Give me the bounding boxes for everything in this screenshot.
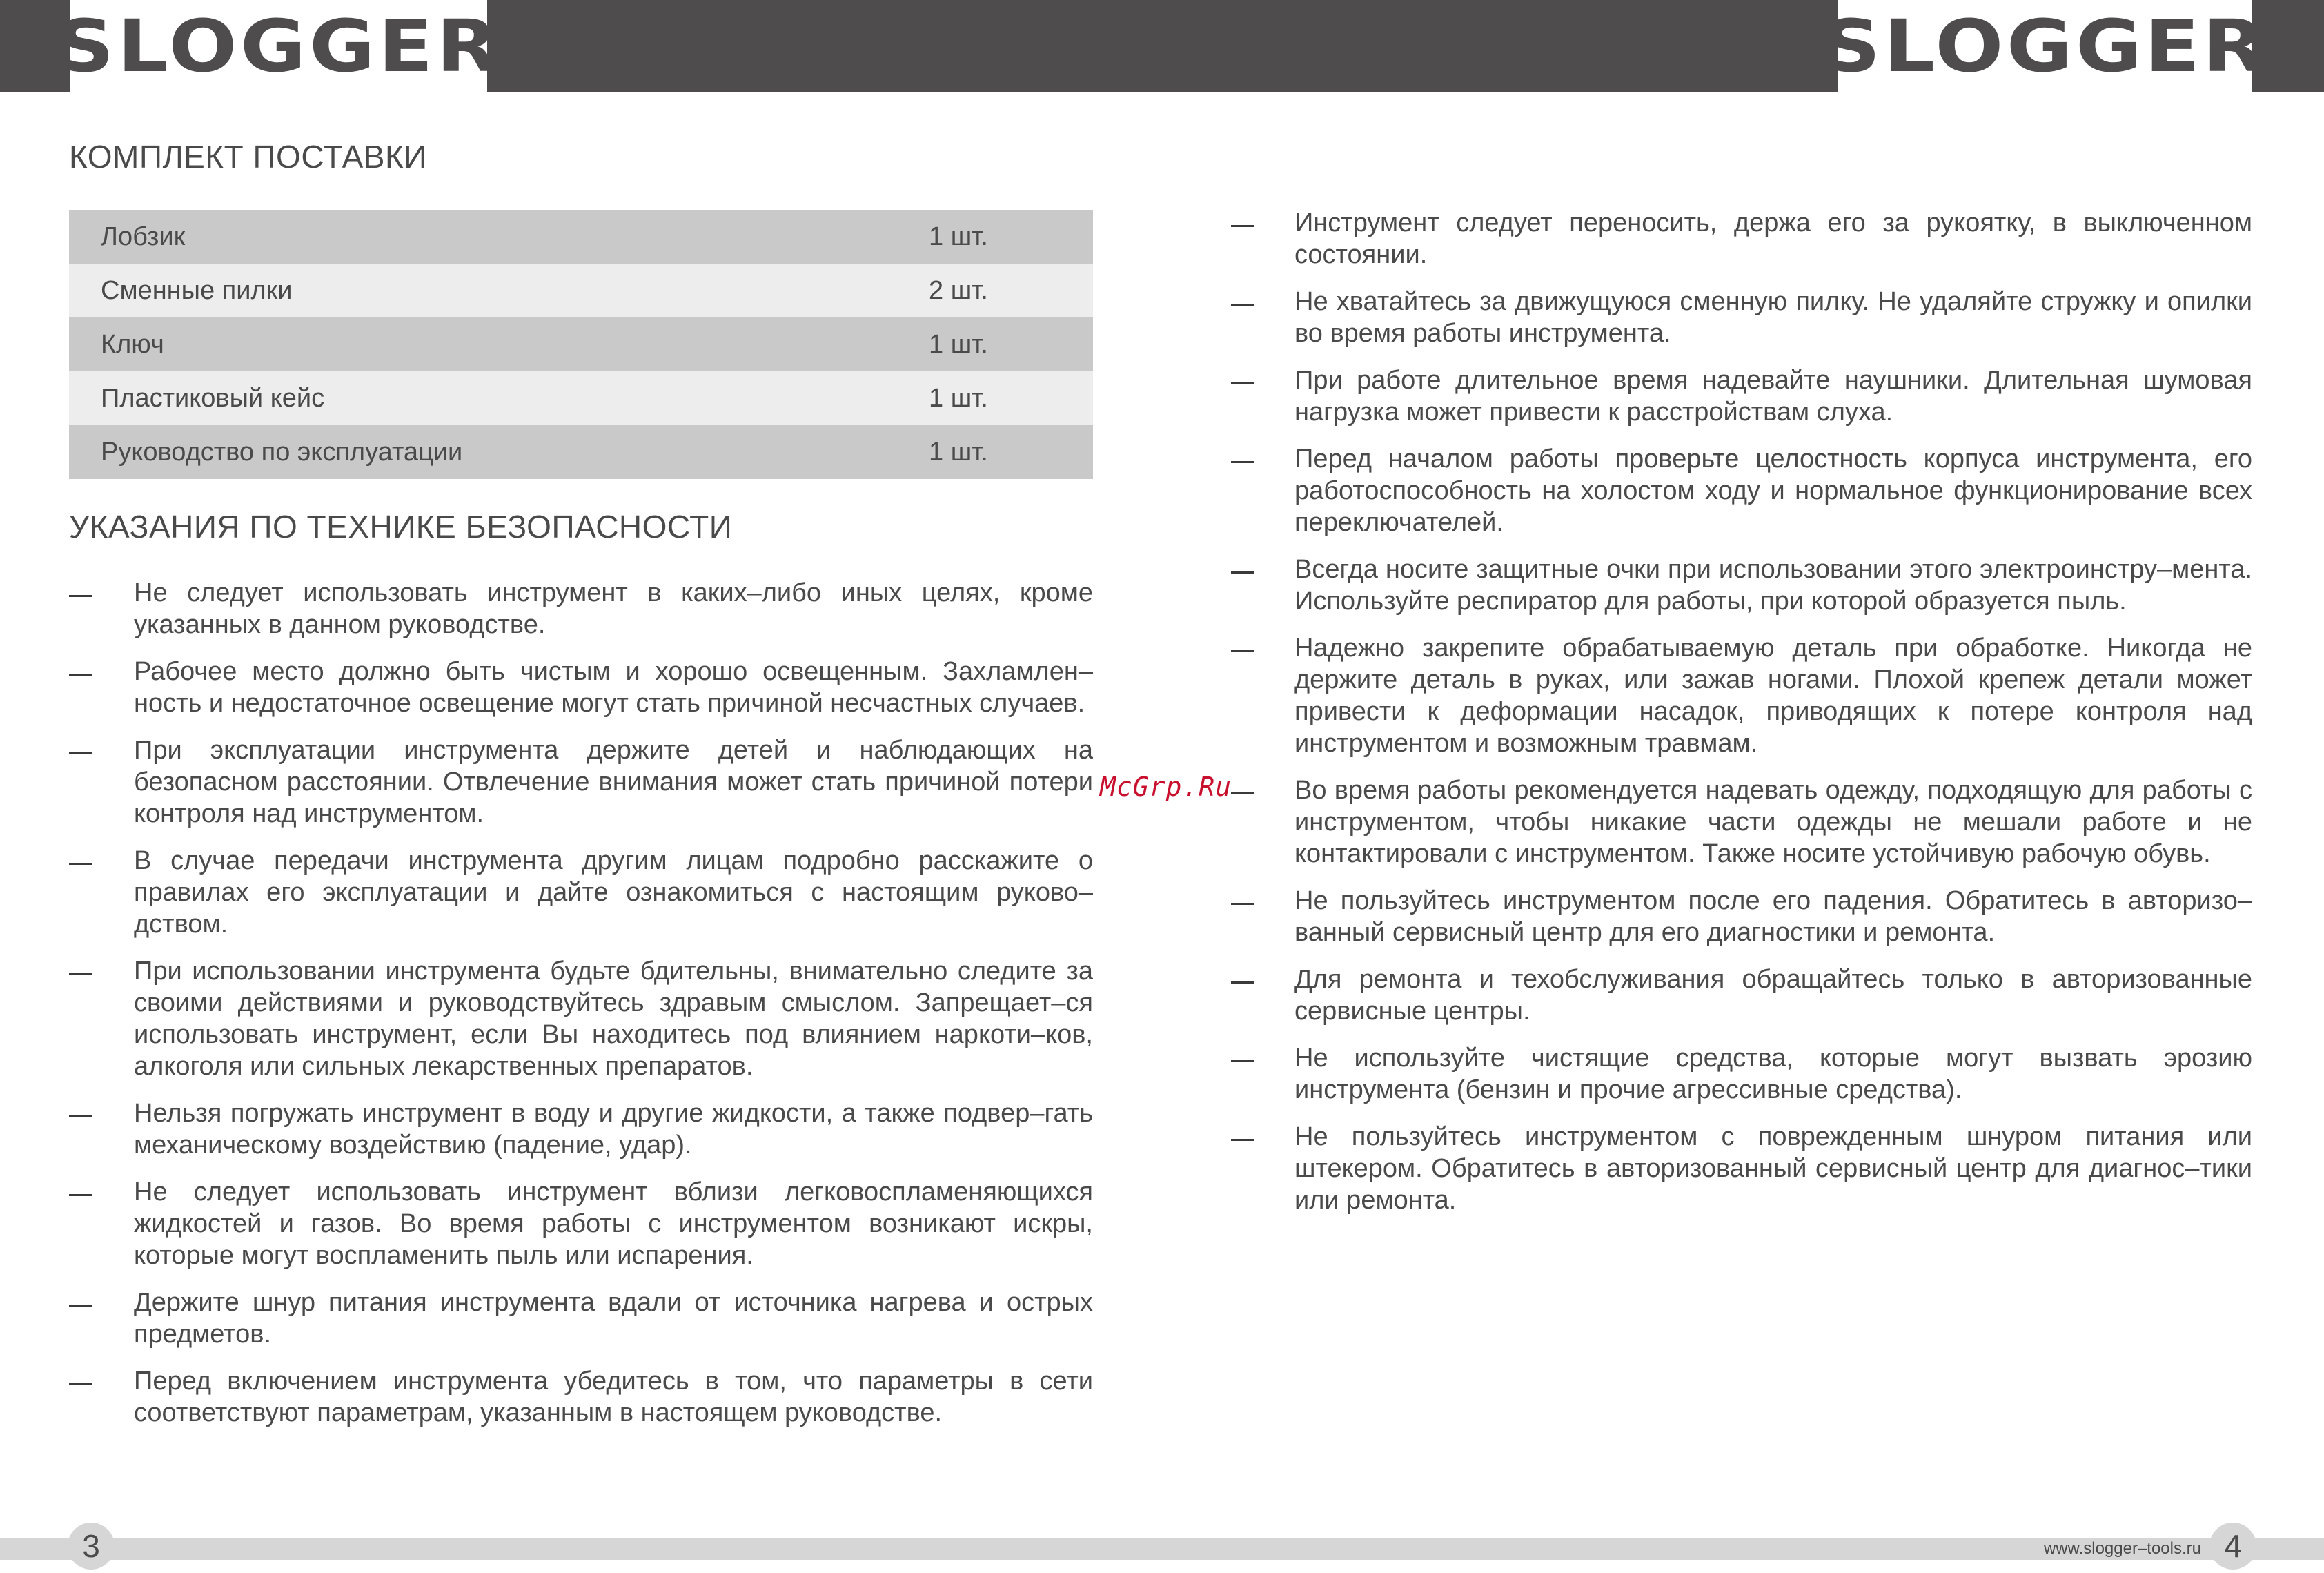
brand-logo-right	[1822, 0, 2268, 92]
kit-item-name: Лобзик	[101, 222, 186, 251]
safety-item	[1231, 774, 2252, 870]
footer-bar	[0, 1538, 2324, 1560]
safety-item	[1231, 964, 2252, 1027]
kit-row	[69, 371, 1093, 425]
kit-item-name: Ключ	[101, 329, 164, 359]
safety-item	[1231, 1121, 2252, 1216]
kit-item-qty: 1 шт.	[929, 222, 988, 251]
safety-item-text: Не следует использовать инструмент в каких–либо иных целях, кроме указанных в данном руководстве.	[134, 578, 1093, 639]
safety-list-right	[1231, 207, 2252, 1216]
safety-item-text: При эксплуатации инструмента держите детей и наблюдающих на безопасном расстоянии. Отвлечение внимания может стать причиной потери контроля над инструментом.	[134, 736, 1093, 828]
safety-item	[1231, 885, 2252, 948]
safety-item	[69, 955, 1093, 1082]
safety-item	[69, 845, 1093, 940]
right-column	[1231, 207, 2252, 1231]
safety-item	[1231, 554, 2252, 617]
safety-item-text: При использовании инструмента будьте бдительны, внимательно следите за своими действиями и руководствуйтесь здравым смыслом. Запрещает–ся использовать инструмент, если Вы находитесь под влиянием наркоти–ков, алкоголя или сильных лекарственных препаратов.	[134, 957, 1093, 1081]
safety-item-text: Не следует использовать инструмент вблизи легковоспламеняющихся жидкостей и газов. Во время работы с инструментом возникают искры, которые могут воспламенить пыль или испарения.	[134, 1178, 1093, 1270]
safety-item	[69, 1287, 1093, 1350]
safety-item-text: Для ремонта и техобслуживания обращайтесь только в авторизованные сервисные центры.	[1294, 965, 2252, 1026]
kit-row	[69, 210, 1093, 264]
brand-name-left: SLOGGER	[56, 4, 502, 88]
safety-item-text: В случае передачи инструмента другим лицам подробно расскажите о правилах его эксплуатации и дайте ознакомиться с настоящим руково–дством.	[134, 846, 1093, 939]
kit-row	[69, 264, 1093, 317]
brand-name-right: SLOGGER	[1822, 4, 2268, 88]
watermark-link[interactable]: McGrp.Ru	[1100, 772, 1232, 802]
safety-section-title: УКАЗАНИЯ ПО ТЕХНИКЕ БЕЗОПАСНОСТИ	[69, 509, 733, 545]
safety-item	[1231, 364, 2252, 428]
safety-item	[1231, 632, 2252, 759]
safety-item-text: Не пользуйтесь инструментом после его падения. Обратитесь в авторизо–ванный сервисный центр для его диагностики и ремонта.	[1294, 886, 2252, 947]
safety-item	[69, 734, 1093, 830]
safety-item-text: Не хватайтесь за движущуюся сменную пилку. Не удаляйте стружку и опилки во время работы инструмента.	[1294, 287, 2252, 348]
safety-item	[69, 1097, 1093, 1161]
kit-table	[69, 210, 1093, 479]
safety-item-text: Нельзя погружать инструмент в воду и другие жидкости, а также подвер–гать механическому воздействию (падение, удар).	[134, 1099, 1093, 1160]
kit-row	[69, 425, 1093, 479]
page-number-left: 3	[68, 1523, 115, 1570]
safety-item-text: Надежно закрепите обрабатываемую деталь при обработке. Никогда не держите деталь в руках, или зажав ногами. Плохой крепеж детали может привести к деформации насадок, приводящих к потере контроля над инструментом и возможным травмам.	[1294, 634, 2252, 758]
safety-item-text: Перед началом работы проверьте целостность корпуса инструмента, его работоспособность на холостом ходу и нормальное функционирование всех переключателей.	[1294, 444, 2252, 537]
safety-item-text: Инструмент следует переносить, держа его за рукоятку, в выключенном состоянии.	[1294, 208, 2252, 269]
safety-item	[1231, 286, 2252, 349]
website-url-link[interactable]: www.slogger–tools.ru	[2043, 1539, 2201, 1558]
brand-logo-left	[56, 0, 502, 92]
kit-item-name: Пластиковый кейс	[101, 383, 325, 413]
kit-item-qty: 1 шт.	[929, 329, 988, 359]
safety-list-left	[69, 577, 1093, 1444]
safety-item-text: Держите шнур питания инструмента вдали от источника нагрева и острых предметов.	[134, 1288, 1093, 1349]
safety-item	[1231, 1042, 2252, 1106]
kit-item-qty: 1 шт.	[929, 437, 988, 467]
safety-item-text: Всегда носите защитные очки при использовании этого электроинстру–мента. Используйте респиратор для работы, при которой образуется пыль.	[1294, 555, 2252, 616]
safety-item-text: Не пользуйтесь инструментом с поврежденным шнуром питания или штекером. Обратитесь в авторизованный сервисный центр для диагнос–тики или ремонта.	[1294, 1122, 2252, 1215]
safety-item-text: При работе длительное время надевайте наушники. Длительная шумовая нагрузка может привести к расстройствам слуха.	[1294, 366, 2252, 427]
safety-item-text: Перед включением инструмента убедитесь в том, что параметры в сети соответствуют параметрам, указанным в настоящем руководстве.	[134, 1367, 1093, 1427]
safety-item-text: Во время работы рекомендуется надевать одежду, подходящую для работы с инструментом, чтобы никакие части одежды не мешали работе и не контактировали с инструментом. Также носите устойчивую рабочую обувь.	[1294, 776, 2252, 868]
page-number-right: 4	[2209, 1523, 2256, 1570]
kit-item-qty: 1 шт.	[929, 383, 988, 413]
safety-item	[69, 577, 1093, 641]
kit-section-title: КОМПЛЕКТ ПОСТАВКИ	[69, 139, 427, 175]
safety-item-text: Рабочее место должно быть чистым и хорошо освещенным. Захламлен–ность и недостаточное освещение могут стать причиной несчастных случаев.	[134, 657, 1093, 718]
safety-item	[1231, 443, 2252, 538]
kit-item-name: Сменные пилки	[101, 275, 293, 305]
kit-item-qty: 2 шт.	[929, 275, 988, 305]
safety-item	[69, 1176, 1093, 1271]
kit-row	[69, 317, 1093, 371]
safety-item	[1231, 207, 2252, 271]
kit-item-name: Руководство по эксплуатации	[101, 437, 463, 467]
safety-item	[69, 1365, 1093, 1429]
safety-item	[69, 656, 1093, 719]
safety-item-text: Не используйте чистящие средства, которые могут вызвать эрозию инструмента (бензин и прочие агрессивные средства).	[1294, 1044, 2252, 1104]
